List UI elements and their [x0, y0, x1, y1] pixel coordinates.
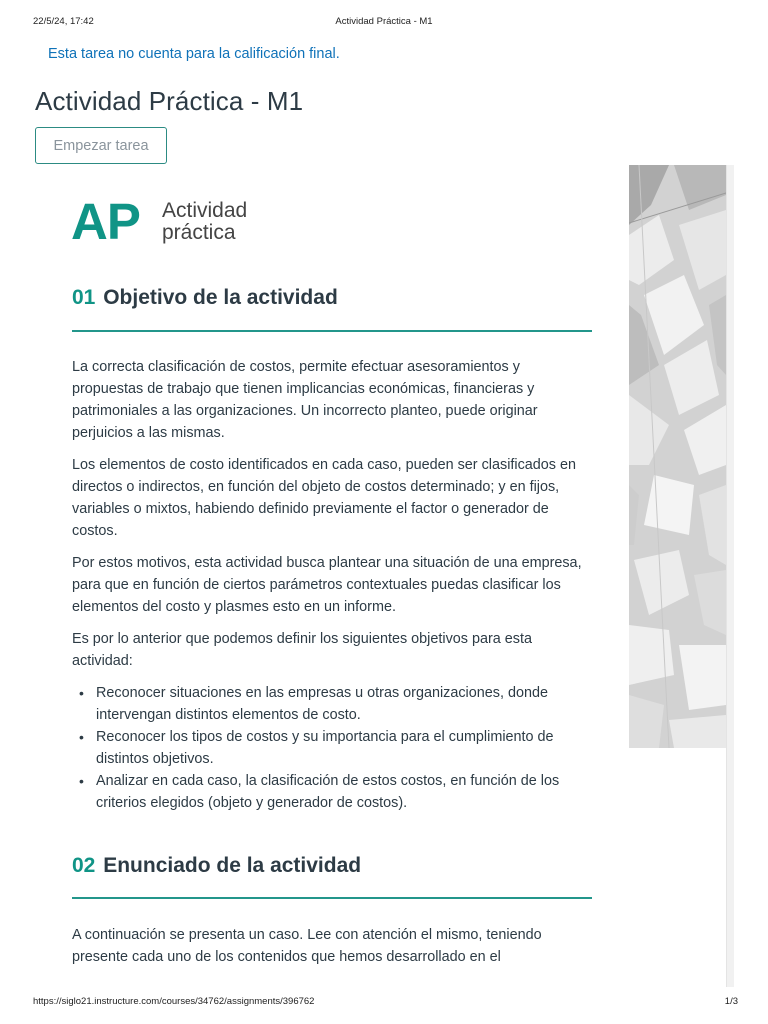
paragraph: A continuación se presenta un caso. Lee con atención el mismo, teniendo presente cada uno de los contenidos que hemos desarrollado en el — [72, 927, 542, 965]
print-footer — [0, 996, 768, 1010]
paragraph: Es por lo anterior que podemos definir los siguientes objetivos para esta actividad: — [72, 631, 532, 669]
section-1-title: Objetivo de la actividad — [103, 286, 338, 309]
section-1-heading — [72, 286, 338, 310]
section-2-number: 02 — [72, 854, 96, 877]
page-title: Actividad Práctica - M1 — [35, 86, 304, 116]
logo-text — [162, 200, 247, 244]
paragraph: Los elementos de costo identificados en cada caso, pueden ser clasificados en directos o indirectos, en función del objeto de costos determinado; y en fijos, variables o mixtos, habiendo definido previamente el factor o generador de costos. — [72, 457, 576, 539]
paragraph: Por estos motivos, esta actividad busca plantear una situación de una empresa, para que en función de ciertos parámetros contextuales puedas clasificar los elementos del costo y plasmes esto en un informe. — [72, 555, 582, 615]
objectives-list — [72, 682, 592, 814]
print-title: Actividad Práctica - M1 — [335, 16, 433, 27]
page-url: https://siglo21.instructure.com/courses/34762/assignments/396762 — [33, 996, 315, 1007]
section-2-content — [72, 924, 592, 978]
section-1-divider — [72, 330, 592, 332]
list-item: • Reconocer los tipos de costos y su importancia para el cumplimiento de distintos objetivos. — [96, 726, 592, 770]
activity-logo — [70, 193, 360, 250]
section-1-number: 01 — [72, 286, 96, 309]
start-assignment-button[interactable]: Empezar tarea — [35, 127, 167, 164]
section-2-heading — [72, 854, 361, 878]
scrollbar[interactable] — [726, 165, 734, 987]
list-item: • Reconocer situaciones en las empresas u otras organizaciones, donde intervengan distintos elementos de costo. — [96, 682, 592, 726]
print-header — [0, 16, 768, 30]
section-2-divider — [72, 897, 592, 899]
logo-line-2: práctica — [162, 221, 236, 244]
print-date: 22/5/24, 17:42 — [33, 16, 94, 27]
section-1-content — [72, 356, 592, 814]
logo-line-1: Actividad — [162, 199, 248, 222]
list-item: • Analizar en cada caso, la clasificación de estos costos, en función de los criterios elegidos (objeto y generador de costos). — [96, 770, 592, 814]
decorative-side-image — [629, 165, 726, 748]
section-2-title: Enunciado de la actividad — [103, 854, 362, 877]
paragraph: La correcta clasificación de costos, permite efectuar asesoramientos y propuestas de trabajo que tienen implicancias económicas, financieras y patrimoniales a las organizaciones. Un incorrecto planteo, puede originar perjuicios a las mismas. — [72, 359, 538, 441]
grading-notice: Esta tarea no cuenta para la calificación final. — [48, 46, 340, 62]
page-number: 1/3 — [724, 996, 738, 1007]
logo-letters: AP — [71, 193, 140, 250]
